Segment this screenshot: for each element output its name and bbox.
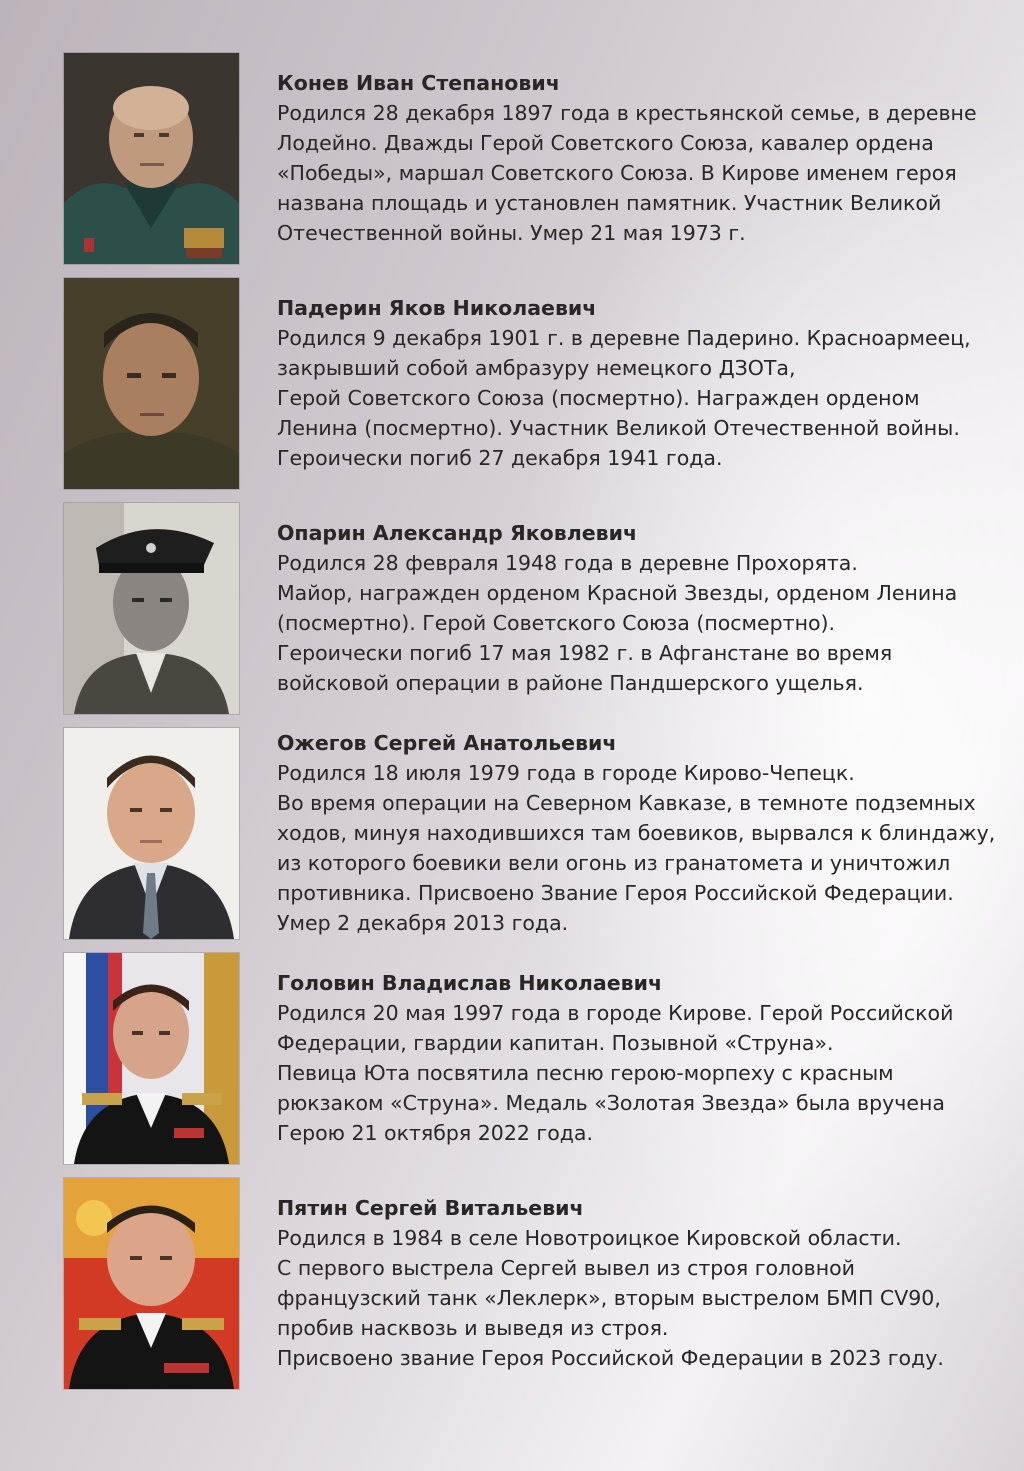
bio-line: Отечественной войны. Умер 21 мая 1973 г.: [277, 221, 746, 245]
hero-name: Пятин Сергей Витальевич: [277, 1196, 584, 1220]
bio-line: Во время операции на Северном Кавказе, в темноте подземных: [277, 791, 976, 815]
bio-line: войсковой операции в районе Пандшерского ущелья.: [277, 671, 864, 695]
bio-line: ходов, минуя находившихся там боевиков, вырвался к блиндажу,: [277, 821, 996, 845]
hero-portrait-photo: [64, 278, 239, 489]
bio-line: закрывший собой амбразуру немецкого ДЗОТа,: [277, 356, 796, 380]
bio-line: противника. Присвоено Звание Героя Российской Федерации.: [277, 881, 954, 905]
bio-line: Родился 28 февраля 1948 года в деревне Прохорята.: [277, 551, 858, 575]
bio-line: Героически погиб 17 мая 1982 г. в Афганстане во время: [277, 641, 893, 665]
bio-line: Лодейно. Дважды Герой Советского Союза, кавалер ордена: [277, 131, 934, 155]
bio-line: названа площадь и установлен памятник. Участник Великой: [277, 191, 942, 215]
bio-line: Присвоено звание Героя Российской Федерации в 2023 году.: [277, 1346, 944, 1370]
hero-name: Опарин Александр Яковлевич: [277, 521, 638, 545]
bio-line: «Победы», маршал Советского Союза. В Кирове именем героя: [277, 161, 957, 185]
bio-line: Родился 9 декабря 1901 г. в деревне Падерино. Красноармеец,: [277, 326, 971, 350]
bio-line: Родился в 1984 в селе Новотроицкое Кировской области.: [277, 1226, 902, 1250]
bio-line: Ленина (посмертно). Участник Великой Отечественной войны.: [277, 416, 960, 440]
bio-line: рюкзаком «Струна». Медаль «Золотая Звезда» была вручена: [277, 1091, 945, 1115]
bio-line: Певица Юта посвятила песню герою-морпеху с красным: [277, 1061, 894, 1085]
hero-name: Падерин Яков Николаевич: [277, 296, 597, 320]
bio-line: (посмертно). Герой Советского Союза (посмертно).: [277, 611, 836, 635]
hero-portrait-photo: [64, 1178, 239, 1389]
bio-line: Герой Советского Союза (посмертно). Награжден орденом: [277, 386, 920, 410]
bio-line: пробив насквозь и выведя из строя.: [277, 1316, 669, 1340]
bio-line: Умер 2 декабря 2013 года.: [277, 911, 569, 935]
bio-line: из которого боевики вели огонь из гранатомета и уничтожил: [277, 851, 951, 875]
bio-line: французский танк «Леклерк», вторым выстрелом БМП CV90,: [277, 1286, 941, 1310]
hero-name: Ожегов Сергей Анатольевич: [277, 731, 617, 755]
hero-name: Головин Владислав Николаевич: [277, 971, 663, 995]
bio-line: Родился 20 мая 1997 года в городе Кирове. Герой Российской: [277, 1001, 954, 1025]
bio-line: Героически погиб 27 декабря 1941 года.: [277, 446, 723, 470]
hero-name: Конев Иван Степанович: [277, 71, 560, 95]
hero-portrait-photo: [64, 728, 239, 939]
hero-portrait-photo: [64, 953, 239, 1164]
bio-line: С первого выстрела Сергей вывел из строя головной: [277, 1256, 856, 1280]
bio-line: Федерации, гвардии капитан. Позывной «Струна».: [277, 1031, 834, 1055]
hero-portrait-photo: [64, 53, 239, 264]
bio-line: Родился 28 декабря 1897 года в крестьянской семье, в деревне: [277, 101, 977, 125]
bio-line: Родился 18 июля 1979 года в городе Кирово-Чепецк.: [277, 761, 855, 785]
bio-line: Герою 21 октября 2022 года.: [277, 1121, 593, 1145]
hero-portrait-photo: [64, 503, 239, 714]
bio-line: Майор, награжден орденом Красной Звезды, орденом Ленина: [277, 581, 958, 605]
